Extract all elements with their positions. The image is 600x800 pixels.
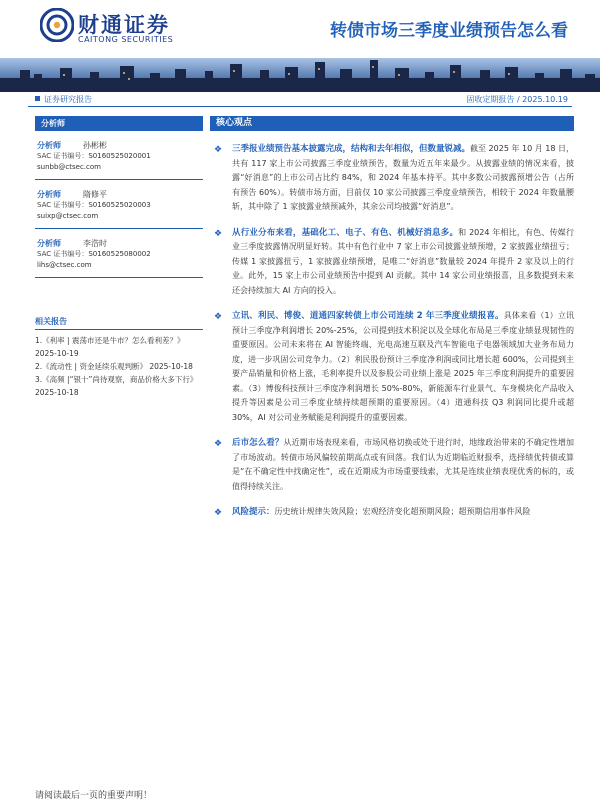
analyst-card [35,229,203,275]
paragraph-lead: 三季报业绩预告基本披露完成，结构和去年相似，但数量锐减。 [232,144,471,154]
analyst-role: 分析师 [37,239,61,248]
report-header [0,0,600,60]
header-divider [28,106,572,107]
logo-english-name: CAITONG SECURITIES [78,35,174,44]
page-title: 转债市场三季度业绩预告怎么看 [330,21,568,41]
paragraph-body: 和 2024 年相比，有色、传媒行业三季度披露情况明显好转。其中有色行业中 7 家上市公司披露业绩预增，2 家披露业绩扭亏；传媒 1 家披露扭亏，1 家披露业绩预增，是唯二“好消息”数量较 2024 年提升 2 家及以上的行业。此外，15 家上市公司业绩预告中提到 AI 贡献。其中 14 家公司业绩报喜，且多数提到未来还会持续加大 AI 方向的投入。 [232,227,574,295]
analyst-card [35,180,203,226]
sidebar [35,116,203,399]
analyst-sac [37,200,203,211]
diamond-bullet-icon: ❖ [214,439,223,449]
analyst-sac [37,249,203,260]
core-views-header: 核心观点 [210,116,574,131]
sac-label: SAC 证书编号： [37,152,89,160]
paragraph-body: 历史统计规律失效风险；宏观经济变化超预期风险；超预期信用事件风险 [274,507,531,516]
analyst-role: 分析师 [37,190,61,199]
related-report-link[interactable]: 3.《高频 |“银十”尚待观察，商品价格大多下行》 2025-10-18 [35,375,198,397]
analyst-name: 孙彬彬 [83,141,107,150]
analyst-role: 分析师 [37,141,61,150]
skyline-image [0,58,600,92]
logo-mark-icon [40,8,74,42]
paragraph-body: 从近期市场表现来看，市场风格切换或处于进行时，地缘政治带来的不确定性增加了市场波动。转债市场风偏较前期高点或有回落。我们认为近期临近财报季，选择绩优转债或算是“在不确定性中找确定性”，或在近期成为市场重要线索，尤其是连续业绩表现优秀的标的，或值得持续关注。 [232,438,574,491]
analyst-email[interactable]: suixp@ctsec.com [37,212,99,220]
paragraph-body: 具体来看（1）立讯预计三季度净利润增长 20%-25%，公司提到技术积淀以及全球化布局是三季度业绩显现韧性的重要原因。公司未来将在 AI 智能终端、光电高速互联及汽车智能电子电器领域加大业务布局力度，进一步巩固公司竞争力。（2）利民股份预计三季度净利润或同比增长超 600%，公司提到主要产品销量和价格上涨，毛利率提升以及参股公司业绩上涨是 2025 年三季度利润提升的重要因素。（3）博俊科技预计三季度净利润增长 50%-80%，新能源车行业景气、车身模块化产品收入提升等因素是公司三季度业绩持续超预期的重要原因。（4）道通科技 Q3 利润同比提升或超 30%，AI 对公司业务赋能是利润提升的重要因素。 [232,311,574,422]
disclaimer-notice: 请阅读最后一页的重要声明！ [35,791,153,800]
paragraph-lead: 风险提示： [232,507,275,517]
report-category-date: 固收定期报告 / 2025.10.19 [466,95,568,104]
sac-label: SAC 证书编号： [37,250,89,258]
related-reports-title: 相关报告 [35,316,203,330]
report-type-text: 证券研究报告 [44,95,92,104]
diamond-bullet-icon: ❖ [214,228,223,239]
analyst-divider [35,277,203,278]
analyst-card [35,131,203,177]
core-paragraph [210,226,574,299]
main-content [210,116,574,520]
related-report-link[interactable]: 2.《流动性 | 资金延续乐观判断》 2025-10-18 [35,362,193,371]
related-reports-list [35,334,203,399]
core-paragraph [210,142,574,215]
sac-number: S0160525020001 [88,152,151,160]
sac-label: SAC 证书编号： [37,201,89,209]
analyst-name: 隋修平 [83,190,107,199]
paragraph-lead: 从行业分布来看，基础化工、电子、有色、机械好消息多。 [232,227,459,238]
report-type-label [35,94,92,105]
analyst-email[interactable]: sunbb@ctsec.com [37,163,101,171]
paragraph-lead: 立讯、利民、博俊、道通四家转债上市公司连续 2 年三季度业绩报喜。 [232,311,504,321]
related-report-link[interactable]: 1.《利率 | 震荡市还是牛市？怎么看利差？》 2025-10-19 [35,336,185,358]
diamond-bullet-icon: ❖ [214,508,223,518]
sac-number: S0160525020003 [88,201,151,209]
company-logo [40,8,190,48]
analyst-email[interactable]: lihs@ctsec.com [37,261,92,269]
core-paragraph [210,436,574,494]
diamond-bullet-icon: ❖ [214,312,223,322]
logo-chinese-name: 财通证券 [78,13,170,37]
city-skyline-banner [0,58,600,92]
paragraph-lead: 后市怎么看？ [232,438,284,448]
analysts-section-header: 分析师 [35,116,203,131]
square-bullet-icon [35,96,40,101]
diamond-bullet-icon: ❖ [214,145,223,155]
paragraph-body: 截至 2025 年 10 月 18 日，共有 117 家上市公司披露三季度业绩预告，数量为近五年来最少。从披露业绩的情况来看，披露“好消息”的上市公司占比约 84%，和 2024 年基本持平。其中多数公司披露预增公告（占所有预告 60%）。转债市场方面，目前仅 10 家公司披露三季度业绩预告，相较于 2024 年数量腰斩，其中除了 1 家披露业绩预减外，其余公司均披露“好消息”。 [232,144,574,211]
analyst-sac [37,151,203,162]
core-paragraph [210,505,574,520]
core-paragraph [210,309,574,425]
sac-number: S0160525080002 [88,250,151,258]
analyst-name: 李浩时 [83,239,107,248]
